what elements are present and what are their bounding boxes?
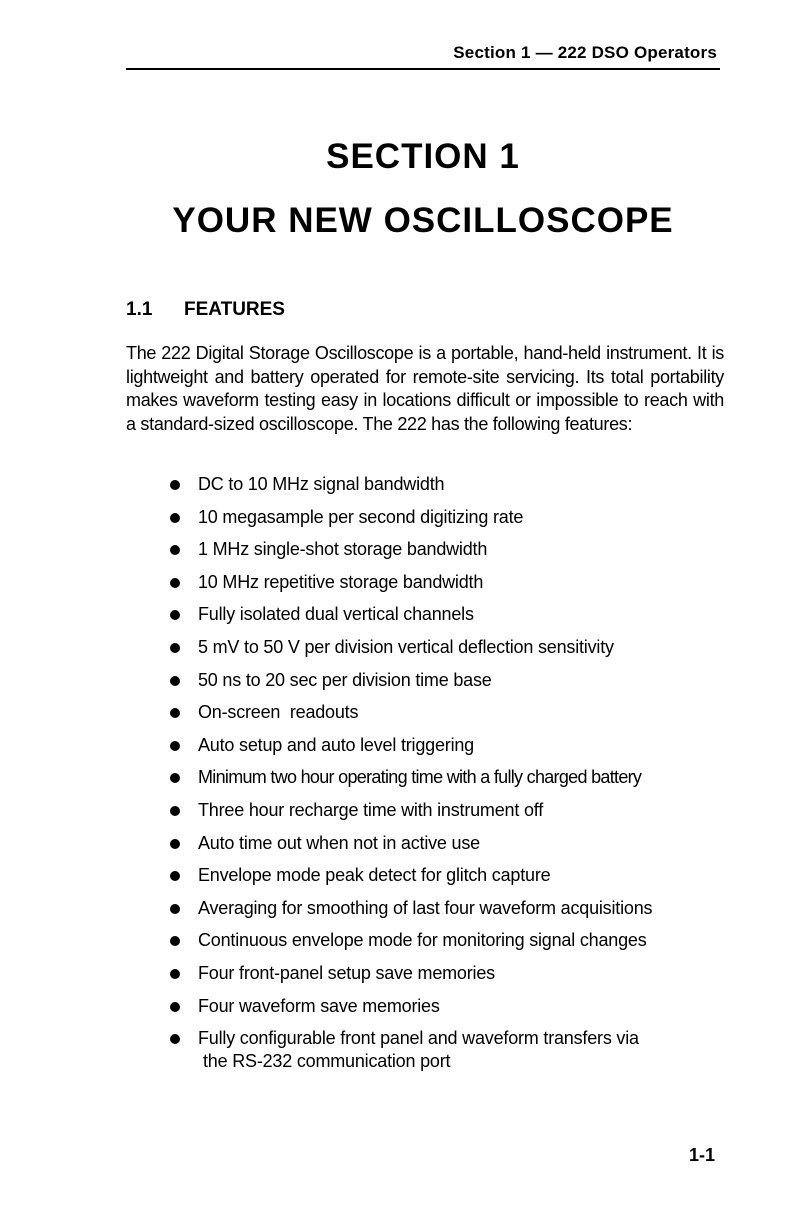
bullet-icon bbox=[170, 545, 180, 555]
feature-text: Three hour recharge time with instrument off bbox=[198, 799, 544, 820]
feature-text: Minimum two hour operating time with a fully charged battery bbox=[198, 767, 642, 788]
list-item bbox=[126, 734, 726, 767]
list-item bbox=[126, 636, 726, 669]
bullet-icon bbox=[170, 513, 180, 523]
bullet-icon bbox=[170, 578, 180, 588]
running-header: Section 1 — 222 DSO Operators bbox=[453, 43, 717, 62]
feature-text: Averaging for smoothing of last four waveform acquisitions bbox=[198, 897, 653, 918]
feature-list bbox=[126, 473, 726, 1081]
list-item bbox=[126, 1027, 726, 1081]
list-item bbox=[126, 799, 726, 832]
feature-text: Auto setup and auto level triggering bbox=[198, 734, 474, 755]
feature-text: Four waveform save memories bbox=[198, 995, 440, 1016]
list-item bbox=[126, 929, 726, 962]
feature-text: Auto time out when not in active use bbox=[198, 832, 480, 853]
list-item bbox=[126, 603, 726, 636]
feature-text: Fully configurable front panel and waveform transfers via bbox=[198, 1028, 639, 1049]
section-title: YOUR NEW OSCILLOSCOPE bbox=[172, 201, 674, 240]
feature-text: Fully isolated dual vertical channels bbox=[198, 604, 474, 625]
list-item bbox=[126, 473, 726, 506]
bullet-icon bbox=[170, 806, 180, 816]
feature-text: On-screen readouts bbox=[198, 702, 359, 723]
list-item bbox=[126, 962, 726, 995]
subsection-title: FEATURES bbox=[184, 299, 285, 320]
list-item bbox=[126, 897, 726, 930]
bullet-icon bbox=[170, 936, 180, 946]
bullet-icon bbox=[170, 1002, 180, 1012]
list-item bbox=[126, 701, 726, 734]
page-number: 1-1 bbox=[688, 1145, 715, 1165]
list-item bbox=[126, 832, 726, 865]
list-item bbox=[126, 864, 726, 897]
bullet-icon bbox=[170, 610, 180, 620]
list-item bbox=[126, 766, 726, 799]
feature-text: 10 MHz repetitive storage bandwidth bbox=[198, 571, 484, 592]
bullet-icon bbox=[170, 708, 180, 718]
section-label: SECTION 1 bbox=[326, 137, 520, 176]
feature-text: Four front-panel setup save memories bbox=[198, 962, 495, 983]
feature-text: 50 ns to 20 sec per division time base bbox=[198, 669, 492, 690]
intro-paragraph: The 222 Digital Storage Oscilloscope is a portable, hand-held instrument. It is lightweight and battery operated for remote-site servicing. Its total portability makes waveform testing easy in locations difficult or impossible to reach with a standard-sized oscilloscope. The 222 has the following features: bbox=[126, 343, 724, 434]
bullet-icon bbox=[170, 969, 180, 979]
subsection-heading bbox=[126, 299, 285, 321]
bullet-icon bbox=[170, 1034, 180, 1044]
subsection-number: 1.1 bbox=[126, 299, 153, 320]
feature-text: DC to 10 MHz signal bandwidth bbox=[198, 474, 445, 494]
header-rule bbox=[126, 68, 720, 70]
list-item bbox=[126, 571, 726, 604]
bullet-icon bbox=[170, 676, 180, 686]
bullet-icon bbox=[170, 839, 180, 849]
bullet-icon bbox=[170, 871, 180, 881]
bullet-icon bbox=[170, 480, 180, 490]
feature-text: 5 mV to 50 V per division vertical deflection sensitivity bbox=[198, 636, 614, 657]
feature-text: 1 MHz single-shot storage bandwidth bbox=[198, 539, 488, 560]
feature-text: Continuous envelope mode for monitoring signal changes bbox=[198, 930, 647, 951]
list-item bbox=[126, 669, 726, 702]
feature-text: 10 megasample per second digitizing rate bbox=[198, 506, 524, 527]
feature-text-continuation: the RS-232 communication port bbox=[203, 1051, 451, 1072]
bullet-icon bbox=[170, 643, 180, 653]
feature-text: Envelope mode peak detect for glitch capture bbox=[198, 865, 551, 886]
bullet-icon bbox=[170, 773, 180, 783]
list-item bbox=[126, 995, 726, 1028]
bullet-icon bbox=[170, 741, 180, 751]
bullet-icon bbox=[170, 904, 180, 914]
list-item bbox=[126, 506, 726, 539]
list-item bbox=[126, 538, 726, 571]
